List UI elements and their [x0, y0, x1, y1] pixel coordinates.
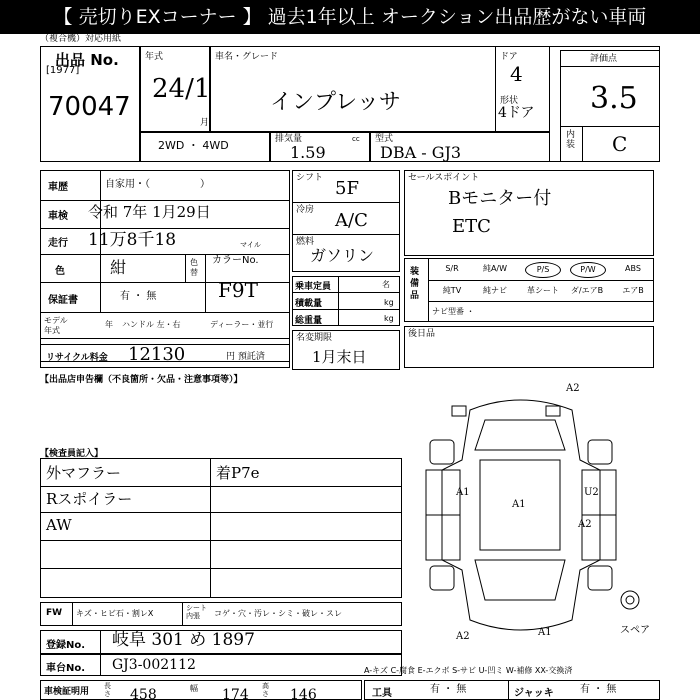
- inspector-line-1: 外マフラー: [46, 464, 122, 482]
- aircon-label: 冷房: [296, 205, 315, 215]
- door-label: ドア: [500, 52, 518, 62]
- deadline-label: 名変期限: [296, 333, 333, 343]
- equip-line-1: [428, 280, 654, 281]
- tools-value: 有 ・ 無: [430, 684, 467, 695]
- equip-ps: P/S: [525, 262, 561, 278]
- cert-height-label: 高さ: [262, 682, 269, 698]
- displacement-unit: cc: [352, 135, 360, 143]
- inspector-line-2: Rスポイラー: [46, 490, 133, 508]
- warranty-value: 有 ・ 無: [120, 291, 157, 302]
- equip-airbag: エアB: [622, 286, 644, 295]
- sales-label: セールスポイント: [408, 173, 480, 183]
- score-label: 評価点: [590, 54, 618, 64]
- equip-abs: ABS: [625, 264, 641, 273]
- year-label: 年式: [145, 52, 164, 62]
- cap-line-1: [292, 292, 400, 293]
- interior-divider: [582, 126, 583, 162]
- recycle-suffix: 円 預託済: [226, 352, 265, 362]
- interior-value: C: [612, 132, 628, 156]
- reg-label: 登録No.: [46, 640, 86, 651]
- shift-label: シフト: [296, 173, 324, 183]
- chassis-label: 車台No.: [46, 663, 86, 674]
- code-divider: [205, 254, 206, 312]
- damage-mark-bottom: A1: [538, 627, 552, 638]
- weight-label: 総重量: [295, 316, 323, 326]
- equip-navi-model: ナビ型番 ・: [432, 307, 475, 316]
- mileage-label: 走行: [48, 238, 68, 249]
- fuel-value: ガソリン: [310, 246, 375, 265]
- tools-divider: [508, 680, 509, 700]
- cert-len-value: 458: [130, 687, 157, 700]
- row-line-2: [40, 228, 290, 229]
- inspector-line-3: AW: [46, 516, 72, 534]
- jack-label: ジャッキ: [514, 688, 554, 699]
- damage-mark-bottom-left: A2: [456, 631, 470, 642]
- damage-mark-top: A2: [566, 383, 580, 394]
- weight-unit: kg: [384, 314, 394, 323]
- inspector-right: 着P7e: [216, 464, 260, 482]
- displacement-value: 1.59: [290, 143, 326, 162]
- door-divider: [495, 46, 496, 132]
- color-code-label: カラーNo.: [212, 255, 259, 266]
- inspector-mid: [210, 458, 211, 598]
- details-block: [40, 170, 290, 365]
- color-code-value: F9T: [218, 278, 258, 302]
- shift-value: 5F: [335, 178, 359, 199]
- model-value: インプレッサ: [270, 90, 401, 115]
- displacement-label: 排気量: [275, 134, 303, 144]
- type-value: DBA - GJ3: [380, 143, 462, 162]
- cert-len-label: 長さ: [104, 682, 111, 698]
- equip-leather: 革シート: [527, 286, 559, 295]
- fuel-label: 燃料: [296, 237, 315, 247]
- history-label: 車歴: [48, 182, 68, 193]
- cap-col: [338, 276, 339, 326]
- insp-line-1: [40, 486, 402, 487]
- reg-value: 岐阜 301 め 1897: [112, 630, 255, 650]
- cert-height-value: 146: [290, 687, 317, 700]
- equip-dab: ダ/エアB: [570, 286, 604, 295]
- door-value: 4: [510, 62, 523, 86]
- score-divider: [560, 126, 660, 127]
- tools-label: 工具: [372, 688, 392, 699]
- sales-line-1: Bモニター付: [448, 188, 552, 209]
- inspection-value: 令和 7年 1月29日: [88, 203, 211, 221]
- color-same-label: 色替: [190, 258, 198, 277]
- row-line-1: [40, 200, 290, 201]
- interior-label: 内装: [566, 130, 576, 150]
- recycle-value: 12130: [128, 344, 186, 365]
- damage-mark-right: U2: [584, 487, 599, 498]
- lot-number: 70047: [48, 92, 131, 122]
- history-value: 自家用・（ ）: [105, 179, 210, 190]
- chassis-row: [40, 654, 402, 676]
- year-value: 24/1: [152, 74, 211, 104]
- fw-seat-items: コゲ・穴・汚レ・シミ・破レ・スレ: [214, 609, 342, 618]
- sub-caption: （複合機）対応用紙: [40, 34, 122, 44]
- color-value: 紺: [110, 258, 127, 277]
- fw-divider-2: [182, 602, 183, 626]
- color-label: 色: [55, 266, 65, 277]
- mileage-value: 11万8千18: [88, 230, 177, 250]
- fw-label: FW: [46, 608, 63, 618]
- cert-width-label: 幅: [190, 684, 198, 693]
- inspection-label: 車検: [48, 211, 68, 222]
- year-month-suffix: 月: [200, 118, 210, 128]
- shape-value: 4ドア: [498, 105, 535, 121]
- cap-line-2: [292, 309, 400, 310]
- fw-divider-1: [72, 602, 73, 626]
- mech-line-1: [292, 202, 400, 203]
- after-label: 後日品: [408, 329, 436, 339]
- aircon-value: A/C: [335, 210, 368, 231]
- score-divider-top: [560, 66, 660, 67]
- type-label: 型式: [375, 134, 394, 144]
- equip-sr: S/R: [445, 264, 459, 273]
- notes-label: 【出品店申告欄（不良箇所・欠品・注意事項等）】: [40, 375, 243, 385]
- model-year-dealer: ディーラー・並行: [210, 320, 274, 329]
- capacity-label: 乗車定員: [295, 282, 332, 292]
- after-cell: [404, 326, 654, 368]
- deadline-value: 1月末日: [312, 348, 367, 366]
- damage-mark-left: A1: [456, 487, 470, 498]
- banner-text: 【 売切りEXコーナー 】 過去1年以上 オークション出品歴がない車両: [53, 6, 647, 28]
- damage-legend: A-キズ C-腐食 E-エクボ S-サビ U-凹ミ W-補修 XX-交換済: [364, 666, 573, 675]
- chassis-value: GJ3-002112: [112, 657, 196, 673]
- jack-value: 有 ・ 無: [580, 684, 617, 695]
- cert-width-value: 174: [222, 687, 249, 700]
- fw-items: キズ・ヒビ石・割レX: [76, 609, 154, 618]
- equip-col: [428, 258, 429, 322]
- insp-line-3: [40, 540, 402, 541]
- sales-line-2: ETC: [452, 216, 491, 237]
- damage-mark-right-lower: A2: [578, 519, 592, 530]
- mileage-unit: マイル: [240, 241, 261, 249]
- damage-mark-upper-mid: A1: [512, 499, 526, 510]
- shape-label: 形状: [500, 96, 519, 106]
- mech-line-2: [292, 234, 400, 235]
- warranty-label: 保証書: [48, 295, 78, 306]
- load-unit: kg: [384, 298, 394, 307]
- row-line-5: [40, 312, 290, 313]
- row-line-6: [40, 338, 290, 339]
- insp-line-2: [40, 512, 402, 513]
- insp-line-4: [40, 568, 402, 569]
- equip-pw: P/W: [570, 262, 606, 278]
- capacity-unit: 名: [382, 280, 390, 289]
- equipment-label: 装備品: [410, 267, 420, 301]
- lot-small-no: [1977]: [46, 65, 80, 76]
- model-year-handle: ハンドル 左・右: [122, 320, 181, 329]
- model-year-unit: 年: [105, 320, 113, 329]
- cert-label: 車検証明用: [44, 687, 90, 697]
- lot-label: 出品 No.: [55, 51, 119, 69]
- score-value: 3.5: [590, 81, 638, 116]
- drive-label: 2WD ・ 4WD: [158, 139, 229, 152]
- load-label: 積載量: [295, 299, 323, 309]
- model-year-label: モデル年式: [44, 316, 68, 335]
- color-divider: [185, 254, 186, 282]
- spare-label: スペア: [620, 625, 650, 636]
- model-label: 車名・グレード: [215, 52, 279, 62]
- recycle-label: リサイクル料金: [46, 353, 108, 363]
- equip-navi: 純ナビ: [483, 286, 507, 295]
- inspector-label: 【検査員記入】: [40, 449, 104, 459]
- equip-tv: 純TV: [442, 286, 462, 295]
- equip-awheel: 純A/W: [482, 264, 508, 273]
- fw-seat: シート内張: [186, 604, 207, 620]
- equip-line-2: [428, 301, 654, 302]
